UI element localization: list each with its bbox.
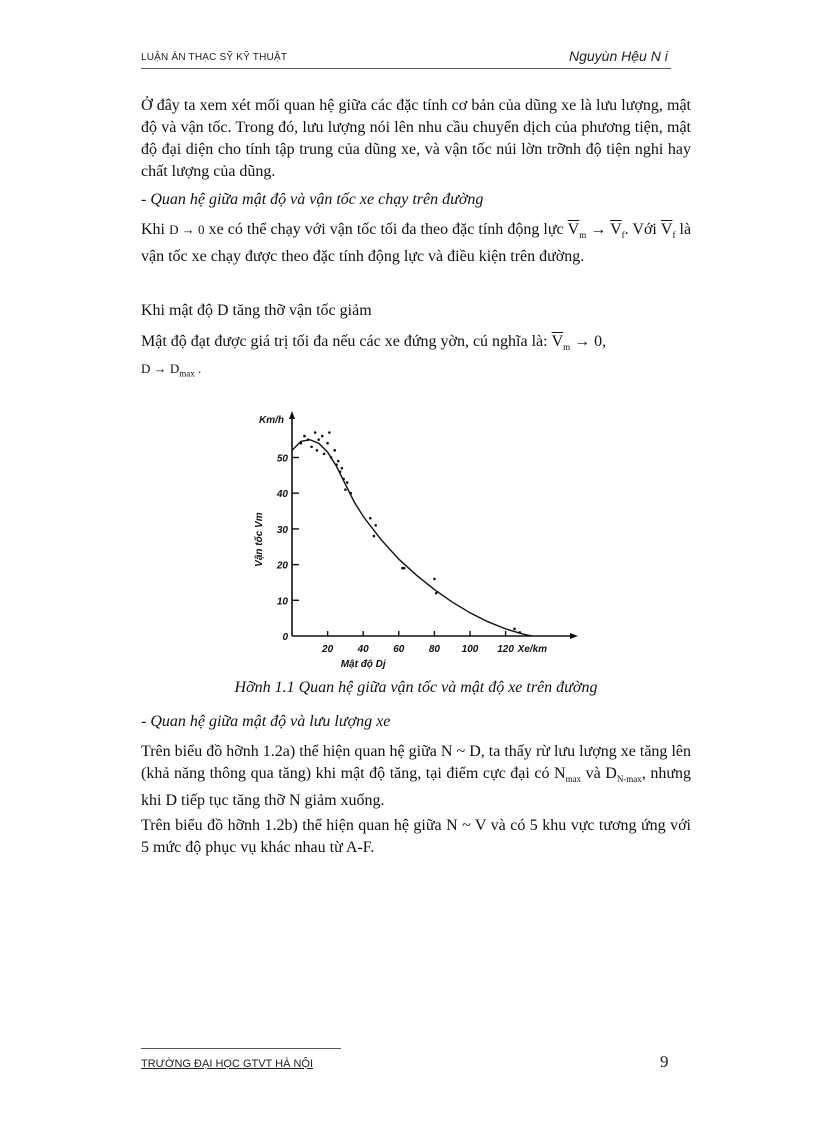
data-point	[321, 435, 324, 438]
vf-sub-2: f	[672, 230, 676, 241]
paragraph-figure-1-2b: Trên biểu đồ hỡnh 1.2b) thể hiện quan hệ giữa N ~ V và có 5 khu vực tương ứng với 5 mức độ phục vụ khác nhau từ A-F.	[141, 817, 691, 856]
y-tick-label: 20	[276, 560, 288, 572]
data-point	[317, 438, 320, 441]
footer-institution: TRƯỜNG ĐẠI HỌC GTVT HÀ NỘI	[141, 1058, 314, 1070]
vm-to-zero-rest: → 0,	[574, 333, 607, 350]
vf-sub: f	[621, 230, 625, 241]
running-header-right: Nguyùn Hệu N i	[569, 48, 668, 64]
data-point	[330, 456, 333, 459]
section-heading-density-flow: - Quan hệ giữa mật độ và lưu lượng xe	[141, 713, 391, 730]
x-tick-label: 80	[428, 644, 440, 655]
para5-text-b: và D	[585, 765, 617, 782]
data-point	[337, 460, 340, 463]
data-point	[403, 567, 406, 570]
data-point	[369, 517, 372, 520]
data-point	[339, 470, 342, 473]
data-point	[433, 578, 436, 581]
running-header-left: LUẬN ÁN THẠC SỸ KỸ THUẬT	[141, 52, 288, 63]
arrow-symbol: →	[590, 221, 607, 238]
footer-rule	[141, 1048, 341, 1049]
para5-text-a: Trên biểu đồ hỡnh 1.2a) thể hiện quan hệ giữa N ~ D, ta thấy rừ lưu lượng xe tăng lên (khả năng thông qua tăng) khi mật độ tăng, tại điểm cực đại có N	[141, 743, 691, 782]
paragraph-free-flow	[141, 219, 691, 268]
math-d-to-dmax: $D \to D_{max}$ .	[141, 361, 202, 379]
x-axis-arrow	[570, 633, 578, 639]
data-point	[323, 453, 326, 456]
data-point	[373, 535, 376, 538]
data-point	[374, 524, 377, 527]
para5-text-c: , nhưng khi D tiếp tục tăng thỡ N giảm xuống.	[141, 765, 692, 810]
paragraph-max-density	[141, 331, 691, 385]
speed-density-chart	[240, 405, 590, 673]
x-axis-label: Mật độ Dj	[340, 659, 386, 670]
paragraph-density-increase: Khi mật độ D tăng thỡ vận tốc giảm	[141, 302, 372, 319]
paragraph-intro: Ở đây ta xem xét mối quan hệ giữa các đặc tính cơ bản của dũng xe là lưu lượng, mật độ và vận tốc. Trong đó, lưu lượng nói lên nhu cầu chuyển dịch của phương tiện, mật độ đại diện cho tính tập trung của dũng xe, và vận tốc núi lờn trỡnh độ tiện nghi hay chất lượng của dũng.	[141, 97, 691, 180]
data-point	[303, 435, 306, 438]
data-point	[316, 449, 319, 452]
data-point	[346, 481, 349, 484]
x-unit-label: Xe/km	[517, 644, 548, 655]
figure-caption: Hỡnh 1.1 Quan hệ giữa vận tốc và mật độ xe trên đường	[234, 679, 598, 696]
math-d-to-zero: D → 0	[169, 222, 205, 237]
vf-symbol-2: $\overline{V}$	[660, 221, 673, 238]
dnmax-sub: N-max	[616, 774, 642, 785]
x-tick-label: 60	[393, 644, 405, 655]
vm-sub: m	[579, 230, 587, 241]
data-point	[307, 438, 310, 441]
header-rule	[141, 68, 671, 69]
math-vf	[660, 221, 676, 241]
data-point	[344, 488, 347, 491]
x-tick-label: 100	[461, 644, 479, 655]
y-tick-label: 40	[276, 489, 288, 501]
y-tick-label: 50	[276, 453, 288, 465]
d-to-d: D → D	[141, 361, 180, 377]
page-number: 9	[660, 1052, 669, 1071]
y-tick-label: 0	[282, 632, 288, 643]
y-unit-label: Km/h	[259, 415, 284, 426]
y-axis-label: Vận tốc Vm	[254, 512, 265, 567]
math-vm-to-zero	[551, 333, 607, 353]
data-point	[335, 463, 338, 466]
para2-text-c: Với	[632, 221, 657, 238]
para2-text-b: xe có thể chạy với vận tốc tối đa theo đặc tính động lực	[208, 221, 564, 238]
section-heading-density-speed: - Quan hệ giữa mật độ và vận tốc xe chạy trên đường	[141, 191, 484, 208]
paragraph-figure-1-2a	[141, 741, 691, 812]
data-point	[513, 628, 516, 631]
nmax-sub: max	[565, 774, 582, 785]
para2-text-a: Khi	[141, 221, 165, 238]
data-point	[435, 592, 438, 595]
x-tick-label: 20	[322, 644, 334, 655]
vm-symbol-2: $\overline{V}$	[551, 333, 564, 350]
data-point	[349, 492, 352, 495]
x-tick-label: 40	[357, 644, 369, 655]
vf-symbol: $\overline{V}$	[610, 221, 622, 238]
vm-symbol: $\overline{V}$	[567, 221, 580, 238]
y-axis-arrow	[289, 411, 295, 419]
y-tick-label: 10	[276, 596, 288, 608]
para2-text-d: là vận tốc xe chạy được theo đặc tính động lực và điều kiện trên đường.	[141, 221, 692, 266]
data-point	[342, 478, 345, 481]
data-point	[300, 442, 303, 445]
para4-text-a: Mật độ đạt được giá trị tối đa nếu các xe đứng yờn, cú nghĩa là:	[141, 333, 548, 350]
chart-layer	[253, 411, 578, 670]
data-point	[310, 445, 313, 448]
math-vm-to-vf: $\overline{V}_m \to \overline{V}_f$.	[567, 221, 629, 241]
data-point	[314, 431, 317, 434]
data-point	[328, 431, 331, 434]
fitted-curve	[292, 440, 532, 636]
data-point	[326, 442, 329, 445]
x-tick-label: 120	[497, 644, 514, 655]
data-point	[519, 631, 522, 634]
data-point	[341, 467, 344, 470]
vm-sub-2: m	[563, 342, 571, 353]
data-point	[333, 449, 336, 452]
y-tick-label: 30	[276, 524, 288, 536]
dmax-sub: max	[179, 368, 195, 379]
